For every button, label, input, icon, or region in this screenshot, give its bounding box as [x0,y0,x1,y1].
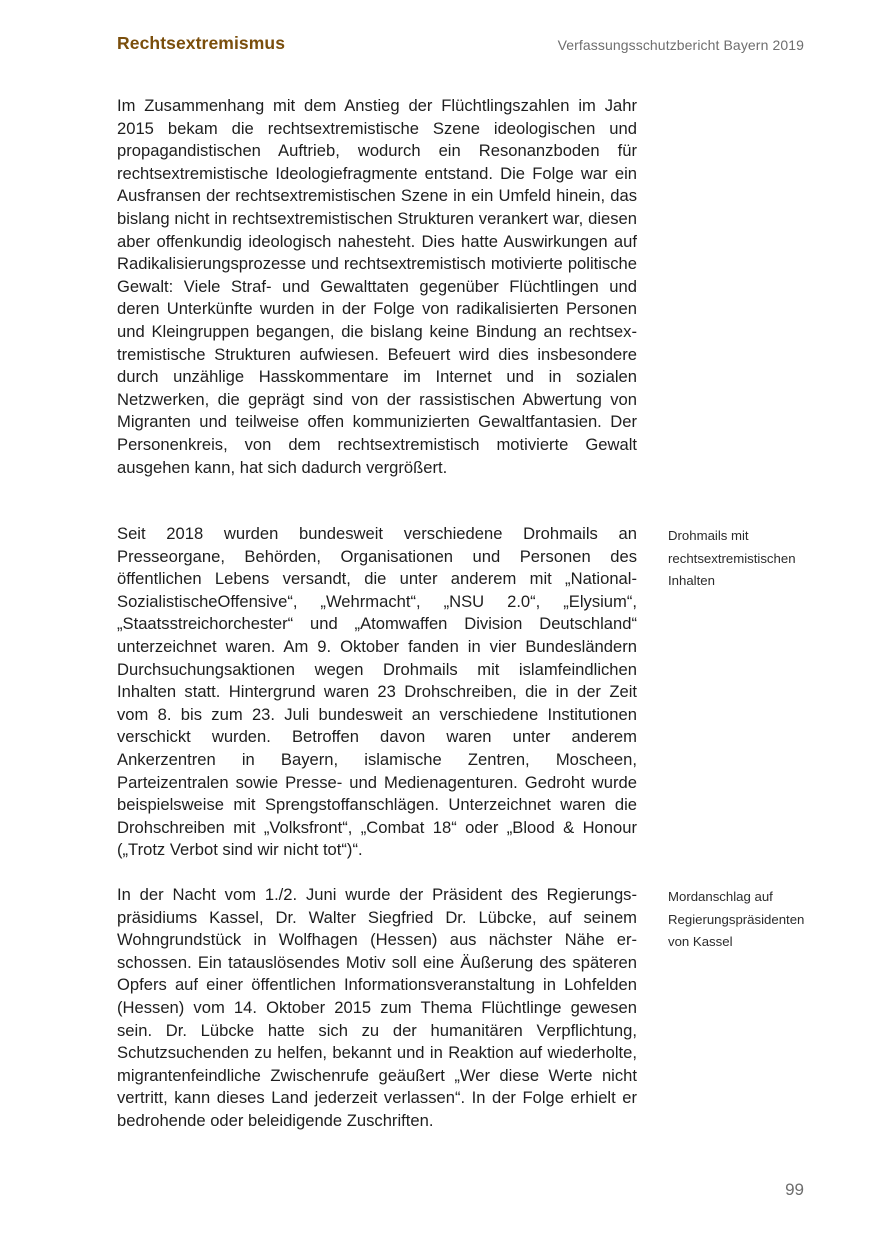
running-header-publication: Verfassungsschutzbericht Bayern 2019 [557,37,804,53]
margin-note-mordanschlag: Mordanschlag auf Regierungspräsidenten von Kassel [668,889,805,950]
body-paragraph-2: Seit 2018 wurden bundesweit verschiedene Drohmails an Presseorgane, Behörden, Organisationen und Personen des öffentlichen Lebens versandt, die unter anderem mit „NationalSozialistischeOffensive“, „Wehrmacht“, „NSU 2.0“, „Elysium“, „Staatsstreichorchester“ und „Atomwaffen Division Deutschland“ unterzeichnet waren. Am 9. Oktober fanden in vier Bundesländern Durchsuchungsaktionen wegen Drohmails mit islamfeindlichen Inhalten statt. Hintergrund waren 23 Drohschreiben, die in der Zeit vom 8. bis zum 23. Juli bundesweit an verschiedene Institutionen verschickt wurden. Betroffen davon waren unter anderem Ankerzentren in Bayern, islamische Zentren, Moscheen, Parteizentralen sowie Presse- und Medienagenturen. Gedroht wurde beispielsweise mit Sprengstoffanschlägen. Unterzeichnet waren die Drohschreiben mit „Volksfront“, „Combat 18“ oder „Blood & Honour („Trotz Verbot sind wir nicht tot“)“. [117,524,637,860]
body-paragraph-3: In der Nacht vom 1./2. Juni wurde der Präsident des Regierungspräsidiums Kassel, Dr. Walter Siegfried Dr. Lübcke, auf seinem Wohngrundstück in Wolfhagen (Hessen) aus nächster Nähe erschossen. Ein tatauslösendes Motiv soll eine Äußerung des späteren Opfers auf einer öffentlichen Informationsveranstaltung in Lohfelden (Hessen) vom 14. Oktober 2015 zum Thema Flüchtlinge gewesen sein. Dr. Lübcke hatte sich zu der humanitären Verpflichtung, Schutzsuchenden zu helfen, bekannt und in Reaktion auf wiederholte, migrantenfeindliche Zwischenrufe geäußert „Wer diese Werte nicht vertritt, kann dieses Land jederzeit verlassen“. In der Folge erhielt er bedrohende oder beleidigende Zuschriften. [117,885,637,1130]
body-paragraph-1: Im Zusammenhang mit dem Anstieg der Flüchtlingszahlen im Jahr 2015 bekam die rechtsextremistische Szene ideologischen und propagandistischen Auftrieb, wodurch ein Resonanzboden für rechtsextremistische Ideologiefragmente entstand. Die Folge war ein Ausfransen der rechtsextremistischen Szene in ein Umfeld hinein, das bislang nicht in rechtsextremistischen Strukturen verankert war, diesen aber offenkundig ideologisch nahesteht. Dies hatte Auswirkungen auf Radikalisierungsprozesse und rechtsextremistisch motivierte politische Gewalt: Viele Straf- und Gewalttaten gegenüber Flüchtlingen und deren Unterkünfte wurden in der Folge von radikalisierten Personen und Kleingruppen begangen, die bislang keine Bindung an rechtsextremistische Strukturen aufwiesen. Befeuert wird dies insbesondere durch unzählige Hasskommentare im Internet und in sozialen Netzwerken, die geprägt sind von der rassistischen Abwertung von Migranten und teilweise offen kommunizierten Gewaltfantasien. Der Personenkreis, von dem rechtsextremistisch motivierte Gewalt ausgehen kann, hat sich dadurch vergrößert. [117,96,637,477]
running-header-section: Rechtsextremismus [117,33,286,53]
margin-note-drohmails: Drohmails mit rechtsextremistischen Inhalten [668,528,796,589]
page-number: 99 [785,1180,804,1199]
